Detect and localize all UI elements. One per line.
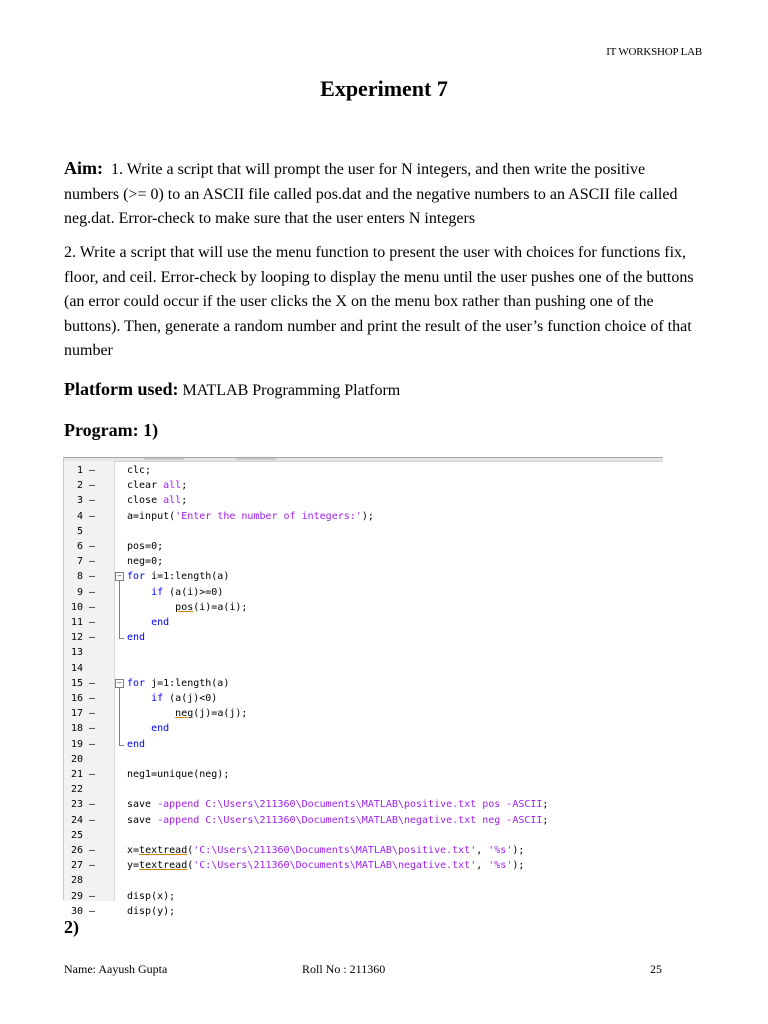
breakpoint-marker: –: [89, 814, 96, 826]
code-line: [64, 873, 663, 888]
line-number: 11: [70, 617, 83, 628]
code-text: pos(i)=a(i);: [175, 601, 248, 613]
code-line: [64, 782, 663, 797]
breakpoint-marker: –: [89, 845, 96, 856]
fold-guide-line: [119, 581, 120, 638]
fold-guide-line: [119, 688, 120, 745]
footer-roll-number: Roll No : 211360: [302, 962, 386, 976]
breakpoint-marker: –: [89, 860, 96, 872]
code-text: end: [127, 632, 146, 644]
line-number: 16: [70, 693, 83, 704]
code-line: [64, 904, 663, 919]
code-line: [64, 676, 663, 691]
code-text: clear all;: [127, 480, 188, 492]
code-line: [64, 493, 663, 508]
footer-name: Name: Aayush Gupta: [64, 962, 168, 976]
code-text: close all;: [127, 495, 188, 507]
code-line: [64, 889, 663, 904]
breakpoint-marker: –: [89, 541, 96, 552]
code-text: if (a(j)<0): [151, 693, 218, 704]
page-title: Experiment 7: [320, 76, 448, 101]
breakpoint-marker: –: [89, 480, 96, 492]
code-line: [64, 858, 663, 873]
line-number: 15: [70, 677, 83, 689]
breakpoint-marker: –: [89, 495, 96, 507]
line-number: 17: [70, 708, 83, 720]
code-line: [64, 661, 663, 676]
fold-toggle-icon[interactable]: −: [116, 678, 123, 687]
aim-label: Aim:: [64, 158, 103, 178]
line-number: 26: [70, 845, 83, 856]
code-text: disp(y);: [127, 905, 176, 917]
line-number: 10: [70, 601, 83, 613]
code-text: end: [151, 617, 170, 628]
code-line: [64, 524, 663, 539]
platform-value: MATLAB Programming Platform: [178, 382, 401, 399]
code-text: disp(x);: [127, 890, 176, 902]
line-number: 4: [76, 510, 83, 522]
code-line: [64, 554, 663, 569]
line-number: 21: [70, 769, 83, 780]
code-text: save -append C:\Users\211360\Documents\MATLAB\negative.txt neg -ASCII;: [127, 814, 549, 826]
line-number: 7: [76, 556, 83, 568]
code-line: [64, 630, 663, 645]
breakpoint-marker: –: [89, 465, 96, 476]
code-text: save -append C:\Users\211360\Documents\MATLAB\positive.txt pos -ASCII;: [127, 799, 549, 811]
breakpoint-marker: –: [89, 890, 96, 902]
code-line: [64, 843, 663, 858]
breakpoint-marker: –: [89, 571, 96, 583]
line-number: 14: [70, 662, 83, 674]
breakpoint-marker: –: [89, 601, 96, 613]
editor-tab-marker: [144, 458, 184, 460]
code-line: [64, 721, 663, 736]
code-text: end: [127, 738, 146, 750]
code-text: neg=0;: [127, 556, 164, 568]
code-editor-screenshot: [63, 457, 663, 917]
code-line: [64, 797, 663, 812]
code-line: [64, 813, 663, 828]
code-line: [64, 463, 663, 478]
part-2-heading: 2): [64, 917, 79, 937]
breakpoint-marker: –: [89, 556, 96, 568]
line-number: 2: [76, 480, 83, 492]
code-text: if (a(i)>=0): [151, 586, 224, 598]
code-text: clc;: [127, 465, 152, 476]
line-number: 27: [70, 860, 83, 872]
code-line: [64, 509, 663, 524]
line-number: 28: [70, 875, 83, 887]
program-heading: Program: 1): [64, 420, 159, 440]
code-text: neg(j)=a(j);: [175, 708, 248, 720]
aim-paragraph: [64, 156, 704, 232]
breakpoint-marker: –: [89, 632, 96, 644]
platform-line: [64, 377, 704, 404]
code-line: [64, 828, 663, 843]
header-lab-name: IT WORKSHOP LAB: [606, 46, 702, 58]
code-text: for j=1:length(a): [127, 677, 230, 689]
breakpoint-marker: –: [89, 617, 96, 628]
code-line: [64, 585, 663, 600]
code-text: y=textread('C:\Users\211360\Documents\MATLAB\negative.txt', '%s');: [127, 860, 525, 872]
line-number: 22: [70, 784, 83, 796]
breakpoint-marker: –: [89, 586, 96, 598]
line-number: 25: [70, 829, 83, 841]
breakpoint-marker: –: [89, 693, 96, 704]
line-number: 13: [70, 647, 83, 659]
code-text: neg1=unique(neg);: [127, 769, 230, 780]
line-number: 3: [76, 495, 83, 507]
breakpoint-marker: –: [89, 905, 96, 917]
code-text: a=input('Enter the number of integers:');: [127, 510, 374, 522]
code-line: [64, 615, 663, 630]
code-text: for i=1:length(a): [127, 571, 230, 583]
editor-tab-strip: [64, 458, 663, 462]
line-number: 24: [70, 814, 83, 826]
code-line: [64, 737, 663, 752]
line-number: 5: [76, 525, 83, 537]
breakpoint-marker: –: [89, 723, 96, 735]
line-number: 23: [70, 799, 83, 811]
task-2-paragraph: 2. Write a script that will use the menu function to present the user with choices for functions fix, floor, and ceil. Error-check by looping to display the menu until the user pushes one of the buttons (an error could occur if the user clicks the X on the menu box rather than pushing one of the buttons). Then, generate a random number and print the result of the user’s function choice of that number: [64, 244, 694, 359]
fold-guide-end: [119, 745, 124, 746]
code-line: [64, 539, 663, 554]
code-line: [64, 478, 663, 493]
breakpoint-marker: –: [89, 799, 96, 811]
line-number: 18: [70, 723, 83, 735]
editor-tab-marker: [236, 458, 276, 460]
platform-label: Platform used:: [64, 379, 179, 399]
code-line: [64, 752, 663, 767]
line-number: 19: [70, 738, 83, 750]
line-number: 12: [70, 632, 83, 644]
code-text: end: [151, 723, 170, 735]
breakpoint-marker: –: [89, 708, 96, 720]
code-text: x=textread('C:\Users\211360\Documents\MATLAB\positive.txt', '%s');: [127, 845, 525, 856]
breakpoint-marker: –: [89, 738, 96, 750]
aim-text: 1. Write a script that will prompt the user for N integers, and then write the positive numbers (>= 0) to an ASCII file called pos.dat and the negative numbers to an ASCII file called neg.dat. Error-check to make sure that the user enters N integers: [64, 161, 678, 227]
footer-page-number: 25: [650, 962, 662, 976]
code-line: [64, 600, 663, 615]
line-number: 8: [76, 571, 83, 583]
line-number: 9: [76, 586, 83, 598]
fold-guide-end: [119, 638, 124, 639]
breakpoint-marker: –: [89, 769, 96, 780]
line-number: 1: [76, 465, 83, 476]
code-line: [64, 691, 663, 706]
code-line: [64, 645, 663, 660]
line-number: 29: [70, 890, 83, 902]
breakpoint-marker: –: [89, 677, 96, 689]
code-line: [64, 569, 663, 584]
fold-toggle-icon[interactable]: −: [116, 572, 123, 581]
line-number: 30: [70, 905, 83, 917]
code-text: pos=0;: [127, 541, 164, 552]
line-number: 6: [76, 541, 83, 552]
line-number: 20: [70, 753, 83, 765]
breakpoint-marker: –: [89, 510, 96, 522]
code-line: [64, 767, 663, 782]
code-line: [64, 706, 663, 721]
